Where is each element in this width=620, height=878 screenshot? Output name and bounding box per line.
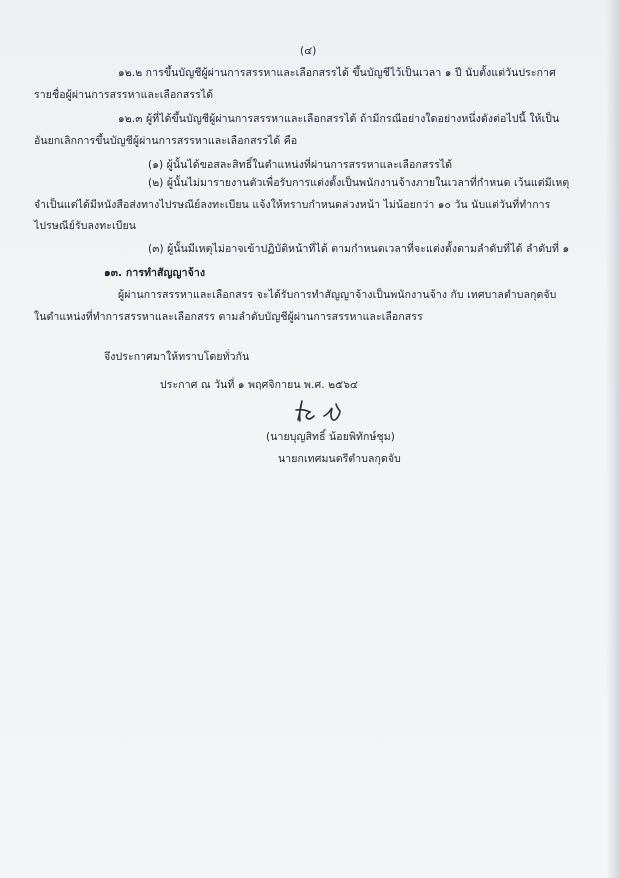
- sub-item-2-line2: จำเป็นแต่ได้มีหนังสือส่งทางไปรษณีย์ลงทะเบียน แจ้งให้ทราบกำหนดล่วงหน้า ไม่น้อยกว่า ๑๐ วัน นับแต่วันที่ทำการ: [34, 199, 551, 211]
- signature: [290, 398, 360, 424]
- date-line: ประกาศ ณ วันที่ ๑ พฤศจิกายน พ.ศ. ๒๕๖๔: [160, 379, 359, 391]
- page-edge-shadow: [606, 0, 620, 878]
- sub-item-2-line1: (๒) ผู้นั้นไม่มารายงานตัวเพื่อรับการแต่งตั้งเป็นพนักงานจ้างภายในเวลาที่กำหนด เว้นแต่มีเหตุ: [148, 177, 570, 189]
- sub-item-2-line3: ไปรษณีย์รับลงทะเบียน: [34, 220, 137, 232]
- sub-item-1: (๑) ผู้นั้นได้ขอสละสิทธิ์ในตำแหน่งที่ผ่านการสรรหาและเลือกสรรได้: [148, 159, 453, 171]
- item-12-3-line2: อันยกเลิกการขึ้นบัญชีผู้ผ่านการสรรหาและเลือกสรรได้ คือ: [34, 135, 298, 147]
- signer-name: (นายบุญสิทธิ์ น้อยพิทักษ์ชุม): [266, 431, 395, 443]
- signer-title: นายกเทศมนตรีตำบลกุดจับ: [278, 453, 401, 465]
- section-13-line2: ในตำแหน่งที่ทำการสรรหาและเลือกสรร ตามลำดับบัญชีผู้ผ่านการสรรหาและเลือกสรร: [34, 311, 423, 323]
- item-12-3-line1: ๑๒.๓ ผู้ที่ได้ขึ้นบัญชีผู้ผ่านการสรรหาและเลือกสรรได้ ถ้ามีกรณีอย่างใดอย่างหนึ่งดังต่อไปนี้ ให้เป็น: [118, 113, 560, 125]
- announcement-text: จึงประกาศมาให้ทราบโดยทั่วกัน: [104, 351, 250, 363]
- section-13-line1: ผู้ผ่านการสรรหาและเลือกสรร จะได้รับการทำสัญญาจ้างเป็นพนักงานจ้าง กับ เทศบาลตำบลกุดจับ: [118, 289, 557, 301]
- item-12-2-line2: รายชื่อผู้ผ่านการสรรหาและเลือกสรรได้: [34, 89, 214, 101]
- section-13-heading: ๑๓. การทำสัญญาจ้าง: [104, 267, 206, 279]
- page-number: (๔): [300, 45, 317, 57]
- sub-item-3: (๓) ผู้นั้นมีเหตุไม่อาจเข้าปฏิบัติหน้าที่ได้ ตามกำหนดเวลาที่จะแต่งตั้งตามลำดับที่ได้ ลำดับที่ ๑: [148, 243, 570, 255]
- item-12-2-line1: ๑๒.๒ การขึ้นบัญชีผู้ผ่านการสรรหาและเลือกสรรได้ ขึ้นบัญชีไว้เป็นเวลา ๑ ปี นับตั้งแต่วันประกาศ: [118, 67, 556, 79]
